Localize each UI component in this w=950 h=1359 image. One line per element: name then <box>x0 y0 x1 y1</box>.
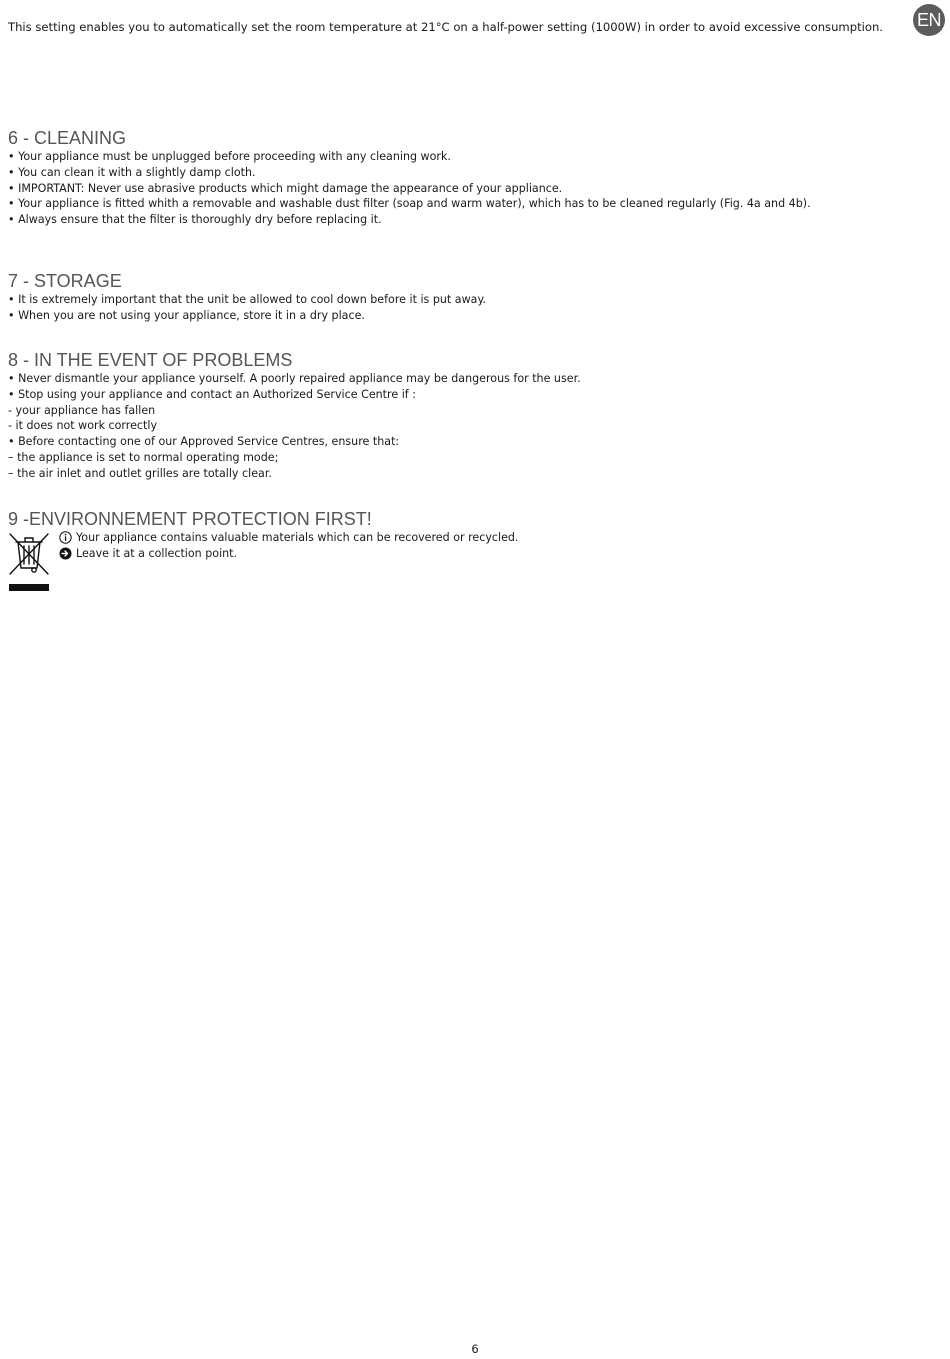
list-item: • You can clean it with a slightly damp cloth. <box>8 165 256 179</box>
list-item: • IMPORTANT: Never use abrasive products which might damage the appearance of your appliance. <box>8 181 563 195</box>
environment-body <box>8 530 908 600</box>
list-item: • Before contacting one of our Approved Service Centres, ensure that: <box>8 435 400 449</box>
page-number: 6 <box>471 1342 479 1356</box>
list-item: - it does not work correctly <box>8 419 158 433</box>
environment-lines <box>59 530 518 561</box>
list-item: - your appliance has fallen <box>8 403 156 417</box>
storage-list <box>8 292 908 324</box>
recyclable-text: Your appliance contains valuable materials which can be recovered or recycled. <box>76 531 519 544</box>
section-environment <box>8 508 908 600</box>
list-item: • Stop using your appliance and contact an Authorized Service Centre if : <box>8 387 416 401</box>
list-item: • When you are not using your appliance, store it in a dry place. <box>8 308 365 322</box>
list-item: • Your appliance must be unplugged before proceeding with any cleaning work. <box>8 150 451 163</box>
list-item: • Your appliance is fitted whith a removable and washable dust filter (soap and warm water), which has to be cleaned regularly (Fig. 4a and 4b). <box>8 197 811 211</box>
collection-text: Leave it at a collection point. <box>76 546 238 560</box>
section-problems <box>8 349 908 482</box>
list-item: • Never dismantle your appliance yourself. A poorly repaired appliance may be dangerous for the user. <box>8 372 581 385</box>
section-cleaning <box>8 127 908 228</box>
crossed-bin-icon <box>8 532 50 596</box>
arrow-right-circle-icon <box>59 547 72 560</box>
language-badge: EN <box>913 4 945 36</box>
section-title-cleaning: 6 - CLEANING <box>8 128 127 148</box>
section-storage <box>8 270 908 324</box>
intro-paragraph: This setting enables you to automatically set the room temperature at 21°C on a half-power setting (1000W) in order to avoid excessive consumption. <box>8 20 883 34</box>
list-item: • It is extremely important that the unit be allowed to cool down before it is put away. <box>8 293 486 306</box>
list-item: • Always ensure that the filter is thoroughly dry before replacing it. <box>8 213 382 227</box>
section-title-storage: 7 - STORAGE <box>8 271 122 291</box>
recyclable-note <box>59 530 518 546</box>
collection-note <box>59 546 518 562</box>
section-title-problems: 8 - IN THE EVENT OF PROBLEMS <box>8 350 293 370</box>
problems-list <box>8 371 908 482</box>
section-title-environment: 9 -ENVIRONNEMENT PROTECTION FIRST! <box>8 509 372 529</box>
cleaning-list <box>8 149 908 228</box>
list-item: – the air inlet and outlet grilles are totally clear. <box>8 466 272 480</box>
info-icon <box>59 531 72 544</box>
list-item: – the appliance is set to normal operating mode; <box>8 450 279 464</box>
